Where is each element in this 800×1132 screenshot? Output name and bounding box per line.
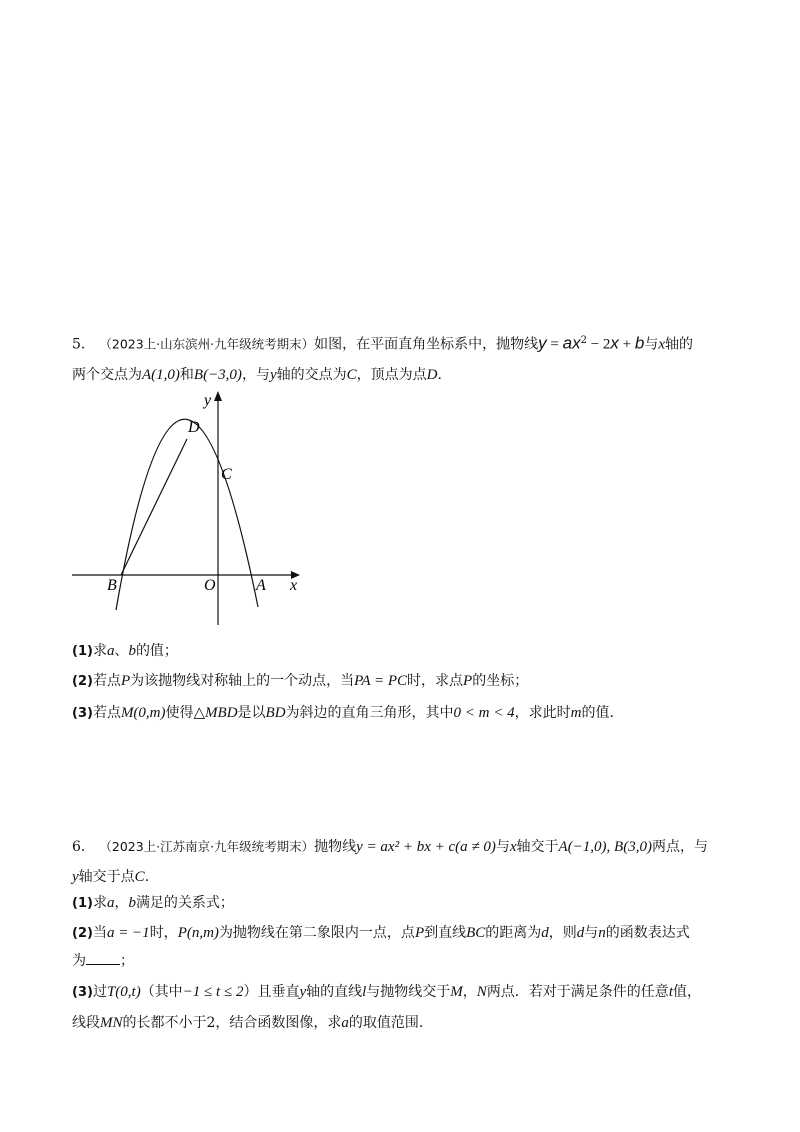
problem6-question3-line2: 线段MN的长都不小于2，结合函数图像，求a的取值范围. (72, 1015, 424, 1031)
problem5-question3: (3)若点M(0,m)使得△MBD是以BD为斜边的直角三角形，其中0 < m < 4，求此时m的值. (72, 705, 614, 721)
problem6-statement-line2: y轴交于点C. (72, 869, 150, 885)
problem-source: （2023上·山东滨州·九年级统考期末） (99, 336, 315, 352)
answer-blank[interactable] (86, 950, 120, 965)
label-y: y (204, 392, 212, 409)
label-b: B (107, 577, 117, 594)
segment-bd (121, 439, 187, 575)
problem6-question1: (1)求a，b满足的关系式； (72, 895, 234, 911)
problem-number: 5． (72, 336, 95, 353)
parabola-figure (60, 385, 320, 630)
label-d: D (188, 419, 200, 436)
problem5-statement-line2: 两个交点为A(1,0)和B(−3,0)，与y轴的交点为C，顶点为点D. (72, 367, 442, 383)
label-a: A (256, 577, 266, 594)
problem-source: （2023上·江苏南京·九年级统考期末） (99, 839, 315, 854)
parabola-curve (116, 419, 258, 610)
problem6-question3: (3)过T(0,t)（其中−1 ≤ t ≤ 2）且垂直y轴的直线l与抛物线交于M，N两点．若对于满足条件的任意t值， (72, 984, 701, 1000)
label-x: x (290, 577, 298, 594)
problem5-question1: (1)求a、b的值； (72, 643, 178, 659)
problem5-question2: (2)若点P为该抛物线对称轴上的一个动点，当PA = PC时，求点P的坐标； (72, 673, 529, 689)
y-axis-arrow (214, 391, 222, 401)
label-o: O (204, 577, 216, 594)
problem-number: 6． (72, 839, 95, 855)
problem5-statement-line1: 5． （2023上·山东滨州·九年级统考期末）如图，在平面直角坐标系中，抛物线$y = ax^2 - 2x + b$与x轴的 (72, 333, 694, 353)
problem6-question2-line2: 为 ； (72, 950, 134, 971)
problem6-statement-line1: 6． （2023上·江苏南京·九年级统考期末）抛物线y = ax² + bx + c(a ≠ 0)与x轴交于A(−1,0), B(3,0)两点，与 (72, 839, 708, 855)
problem6-question2: (2)当a = −1时，P(n,m)为抛物线在第二象限内一点，点P到直线BC的距离为d，则d与n的函数表达式 (72, 925, 690, 941)
label-c: C (221, 466, 232, 483)
